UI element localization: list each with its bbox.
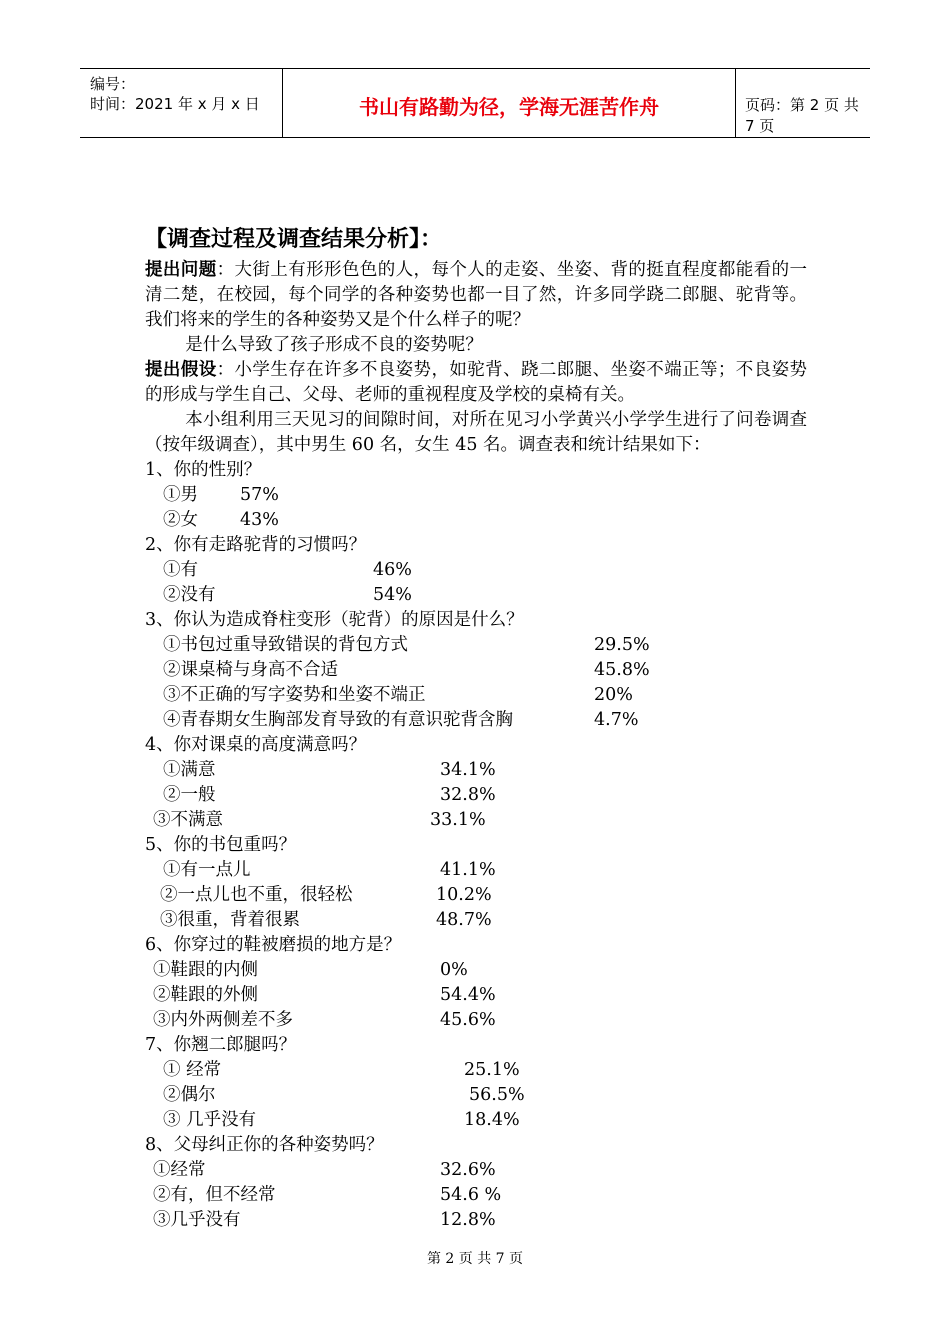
option-label: ③几乎没有: [153, 1210, 241, 1230]
option-value: 57%: [240, 485, 279, 505]
date-label: 时间：2021 年 x 月 x 日: [90, 95, 260, 113]
option-label: ②课桌椅与身高不合适: [163, 660, 338, 680]
hypothesis-text: ：小学生存在许多不良姿势，如驼背、跷二郎腿、坐姿不端正等；不良姿势的形成与学生自己、父母、老师的重视程度及学校的桌椅有关。: [145, 360, 808, 405]
option-label: ①有: [163, 560, 198, 580]
option-label: ③很重，背着很累: [160, 910, 300, 930]
option-label: ③不满意: [153, 810, 223, 830]
problem-label: 提出问题: [145, 260, 217, 280]
problem-paragraph: [145, 258, 807, 333]
option-value: 4.7%: [594, 710, 639, 730]
option-label: ③不正确的写字姿势和坐姿不端正: [163, 685, 426, 705]
hypothesis-paragraph: [145, 358, 807, 408]
option-label: ①满意: [163, 760, 216, 780]
question-7: 7、你翘二郎腿吗？: [145, 1035, 297, 1055]
option-value: 56.5%: [469, 1085, 525, 1105]
survey-intro: 本小组利用三天见习的间隙时间，对所在见习小学黄兴小学学生进行了问卷调查（按年级调查），其中男生 60 名，女生 45 名。调查表和统计结果如下：: [145, 410, 807, 455]
problem-followup: 是什么导致了孩子形成不良的姿势呢？: [185, 335, 483, 355]
option-value: 54.4%: [440, 985, 496, 1005]
option-label: ④青春期女生胸部发育导致的有意识驼背含胸: [163, 710, 513, 730]
question-3: 3、你认为造成脊柱变形（驼背）的原因是什么？: [145, 610, 524, 630]
option-label: ③内外两侧差不多: [153, 1010, 293, 1030]
option-label: ②一般: [163, 785, 216, 805]
page-number-label: 页码：第 2 页 共 7 页: [745, 96, 859, 135]
number-label: 编号：: [90, 75, 136, 93]
option-value: 33.1%: [430, 810, 486, 830]
section-title: 【调查过程及调查结果分析】：: [145, 227, 443, 252]
option-value: 25.1%: [464, 1060, 520, 1080]
option-label: ① 经常: [163, 1060, 222, 1080]
page-header: [80, 68, 870, 138]
option-value: 12.8%: [440, 1210, 496, 1230]
option-value: 48.7%: [436, 910, 492, 930]
option-value: 41.1%: [440, 860, 496, 880]
option-label: ②偶尔: [163, 1085, 216, 1105]
option-value: 20%: [594, 685, 633, 705]
question-4: 4、你对课桌的高度满意吗？: [145, 735, 367, 755]
option-label: ②没有: [163, 585, 216, 605]
option-label: ①有一点儿: [163, 860, 251, 880]
option-label: ①经常: [153, 1160, 206, 1180]
question-1: 1、你的性别？: [145, 460, 262, 480]
header-info-cell: [80, 69, 282, 137]
question-5: 5、你的书包重吗？: [145, 835, 297, 855]
motto-text: 书山有路勤为径，学海无涯苦作舟: [359, 95, 659, 119]
option-label: ②女: [163, 510, 198, 530]
question-2: 2、你有走路驼背的习惯吗？: [145, 535, 367, 555]
option-value: 10.2%: [436, 885, 492, 905]
option-label: ②有，但不经常: [153, 1185, 276, 1205]
option-value: 54%: [373, 585, 412, 605]
option-value: 45.6%: [440, 1010, 496, 1030]
option-value: 32.6%: [440, 1160, 496, 1180]
option-label: ②一点儿也不重，很轻松: [160, 885, 353, 905]
option-value: 34.1%: [440, 760, 496, 780]
option-value: 46%: [373, 560, 412, 580]
header-motto-cell: [282, 69, 736, 137]
page-footer: 第 2 页 共 7 页: [426, 1251, 524, 1267]
option-value: 45.8%: [594, 660, 650, 680]
option-value: 0%: [440, 960, 468, 980]
option-value: 18.4%: [464, 1110, 520, 1130]
option-value: 32.8%: [440, 785, 496, 805]
option-label: ①男: [163, 485, 198, 505]
question-6: 6、你穿过的鞋被磨损的地方是？: [145, 935, 402, 955]
option-value: 43%: [240, 510, 279, 530]
option-label: ①书包过重导致错误的背包方式: [163, 635, 408, 655]
option-value: 29.5%: [594, 635, 650, 655]
option-label: ③ 几乎没有: [163, 1110, 257, 1130]
option-value: 54.6 %: [440, 1185, 502, 1205]
option-label: ①鞋跟的内侧: [153, 960, 258, 980]
header-page-cell: [735, 69, 870, 137]
question-8: 8、父母纠正你的各种姿势吗？: [145, 1135, 384, 1155]
problem-text: ：大街上有形形色色的人，每个人的走姿、坐姿、背的挺直程度都能看的一清二楚，在校园，每个同学的各种姿势也都一目了然，许多同学跷二郎腿、驼背等。我们将来的学生的各种姿势又是个什么样子的呢？: [145, 260, 808, 330]
option-label: ②鞋跟的外侧: [153, 985, 258, 1005]
hypothesis-label: 提出假设: [145, 360, 217, 380]
